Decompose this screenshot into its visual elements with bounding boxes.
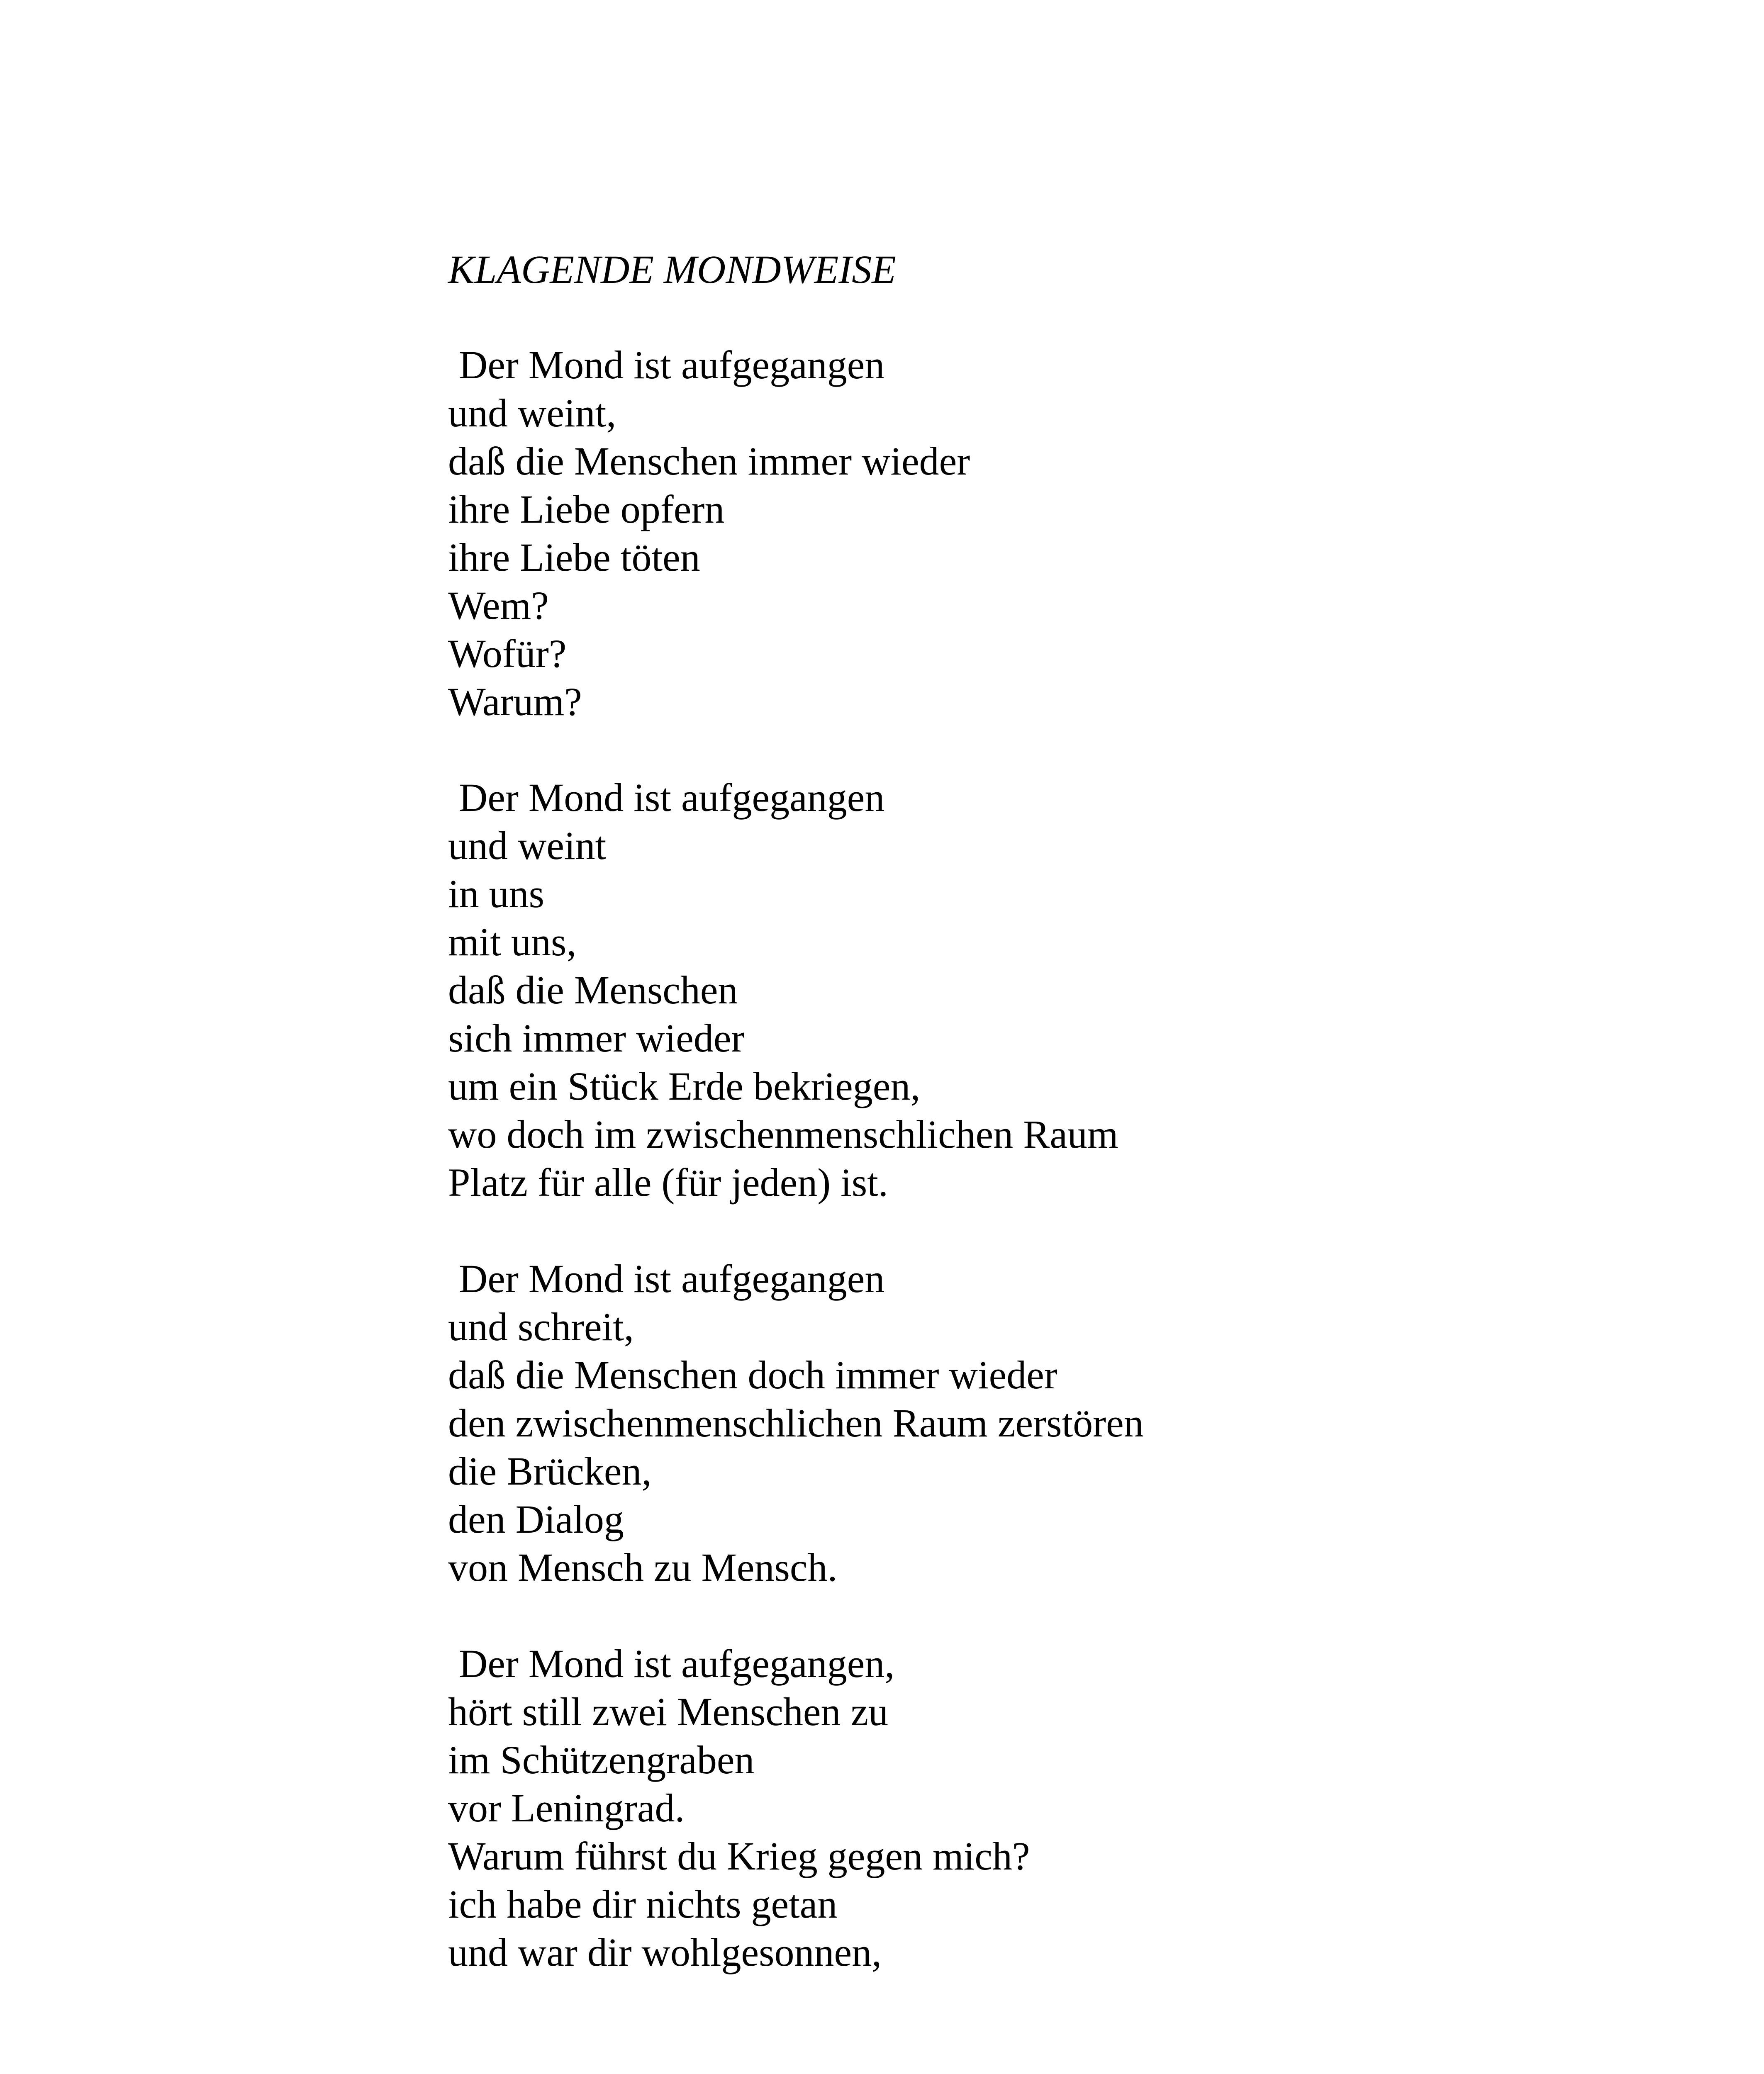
stanza-line: mit uns, xyxy=(448,920,577,964)
stanza-line: vor Leningrad. xyxy=(448,1786,685,1830)
stanza-line: Platz für alle (für jeden) ist. xyxy=(448,1160,888,1205)
stanza-line: wo doch im zwischenmenschlichen Raum xyxy=(448,1112,1118,1156)
stanza-4 xyxy=(448,1640,1030,1977)
stanza-line: ihre Liebe töten xyxy=(448,535,700,579)
stanza-line: in uns xyxy=(448,871,545,916)
stanza-line: Der Mond ist aufgegangen xyxy=(459,1256,885,1301)
stanza-line: von Mensch zu Mensch. xyxy=(448,1545,838,1590)
stanza-line: sich immer wieder xyxy=(448,1016,745,1060)
stanza-line: ihre Liebe opfern xyxy=(448,487,725,531)
stanza-3 xyxy=(448,1255,1144,1592)
stanza-line: daß die Menschen doch immer wieder xyxy=(448,1353,1057,1397)
stanza-line: Der Mond ist aufgegangen xyxy=(459,343,885,387)
stanza-1 xyxy=(448,341,970,726)
page-number xyxy=(0,2072,1764,2074)
stanza-line: und schreit, xyxy=(448,1305,634,1349)
stanza-line: Der Mond ist aufgegangen, xyxy=(459,1641,895,1686)
stanza-line: die Brücken, xyxy=(448,1449,652,1493)
stanza-line: hört still zwei Menschen zu xyxy=(448,1689,889,1734)
stanza-line: den Dialog xyxy=(448,1497,624,1541)
stanza-line: daß die Menschen xyxy=(448,968,738,1012)
stanza-line: daß die Menschen immer wieder xyxy=(448,439,970,483)
stanza-line: ich habe dir nichts getan xyxy=(448,1882,838,1926)
stanza-line: im Schützengraben xyxy=(448,1738,755,1782)
poem-title: KLAGENDE MONDWEISE xyxy=(448,247,896,292)
stanza-line: den zwischenmenschlichen Raum zerstören xyxy=(448,1401,1144,1445)
stanza-line: Der Mond ist aufgegangen xyxy=(459,775,885,820)
stanza-line: und weint xyxy=(448,823,607,868)
stanza-2 xyxy=(448,774,1118,1207)
stanza-line: Warum? xyxy=(448,679,582,724)
stanza-line: Wofür? xyxy=(448,631,567,676)
stanza-line: Wem? xyxy=(448,583,549,628)
stanza-line: und war dir wohlgesonnen, xyxy=(448,1930,882,1974)
stanza-line: um ein Stück Erde bekriegen, xyxy=(448,1064,921,1108)
stanza-line: Warum führst du Krieg gegen mich? xyxy=(448,1834,1030,1878)
stanza-line: und weint, xyxy=(448,391,616,435)
